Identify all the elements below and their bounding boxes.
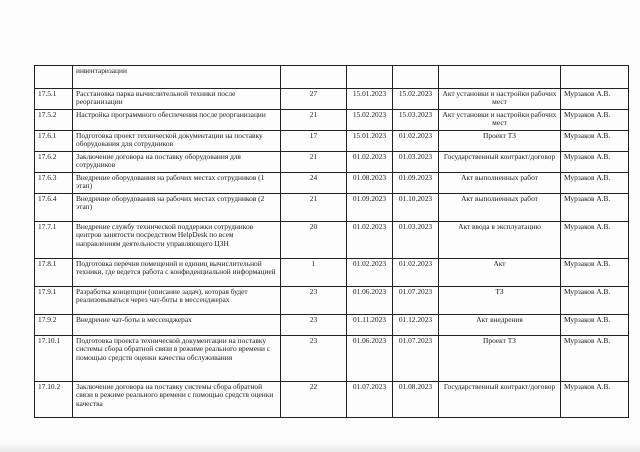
row-number: 17.9.1 [35, 287, 73, 315]
start-date: 01.02.2023 [347, 222, 393, 259]
task-name: инвентаризации [73, 66, 281, 89]
table-row [35, 131, 629, 152]
end-date: 01.02.2023 [393, 259, 439, 287]
end-date: 01.02.2023 [393, 131, 439, 152]
result-document: Проект ТЗ [439, 131, 561, 152]
responsible-person: Мурзаков А.В. [561, 259, 629, 287]
responsible-person: Мурзаков А.В. [561, 222, 629, 259]
task-name: Подготовка перечня помещений и единиц вычислительной техники, где ведется работа с конфиденциальной информацией [73, 259, 281, 287]
plan-table [34, 65, 629, 418]
row-number: 17.6.1 [35, 131, 73, 152]
result-document: Государственный контракт/договор [439, 152, 561, 173]
result-document: Государственный контракт/договор [439, 382, 561, 418]
responsible-person: Мурзаков А.В. [561, 131, 629, 152]
responsible-person: Мурзаков А.В. [561, 89, 629, 110]
row-number: 17.5.2 [35, 110, 73, 131]
task-duration: 23 [281, 315, 347, 336]
row-number: 17.10.2 [35, 382, 73, 418]
end-date: 01.09.2023 [393, 173, 439, 194]
table-row [35, 110, 629, 131]
table-row [35, 194, 629, 222]
task-name: Внедрение службу технической поддержки сотрудников центров занятости посредством HelpDesk по всем направлениям деятельности управляющего ЦЗН [73, 222, 281, 259]
start-date: 01.02.2023 [347, 259, 393, 287]
task-name: Заключение договора на поставку оборудования для сотрудников [73, 152, 281, 173]
result-document: Акт ввода в эксплуатацию [439, 222, 561, 259]
task-name: Настройка программного обеспечения после реорганизации [73, 110, 281, 131]
responsible-person: Мурзаков А.В. [561, 315, 629, 336]
table-row [35, 173, 629, 194]
row-number: 17.6.2 [35, 152, 73, 173]
start-date: 01.06.2023 [347, 336, 393, 382]
table-row [35, 336, 629, 382]
responsible-person: Мурзаков А.В. [561, 336, 629, 382]
table-row [35, 66, 629, 89]
result-document: Акт установки и настройки рабочих мест [439, 89, 561, 110]
row-number: 17.6.3 [35, 173, 73, 194]
table-row [35, 89, 629, 110]
end-date: 01.07.2023 [393, 336, 439, 382]
responsible-person: Мурзаков А.В. [561, 287, 629, 315]
responsible-person: Мурзаков А.В. [561, 110, 629, 131]
end-date: 01.12.2023 [393, 315, 439, 336]
table-row [35, 259, 629, 287]
start-date: 01.06.2023 [347, 287, 393, 315]
result-document: Акт установки и настройки рабочих мест [439, 110, 561, 131]
task-duration: 20 [281, 222, 347, 259]
table-row [35, 222, 629, 259]
task-duration: 21 [281, 152, 347, 173]
task-duration: 23 [281, 287, 347, 315]
row-number: 17.9.2 [35, 315, 73, 336]
task-duration: 23 [281, 336, 347, 382]
start-date: 01.02.2023 [347, 152, 393, 173]
start-date: 15.01.2023 [347, 131, 393, 152]
result-document: Акт внедрения [439, 315, 561, 336]
start-date [347, 66, 393, 89]
start-date: 01.08.2023 [347, 173, 393, 194]
task-name: Расстановка парка вычислительной техники после реорганизации [73, 89, 281, 110]
row-number: 17.10.1 [35, 336, 73, 382]
responsible-person [561, 66, 629, 89]
responsible-person: Мурзаков А.В. [561, 152, 629, 173]
start-date: 01.09.2023 [347, 194, 393, 222]
task-name: Внедрение чат-боты в мессенджерах [73, 315, 281, 336]
plan-table-body [35, 66, 629, 418]
start-date: 01.07.2023 [347, 382, 393, 418]
end-date: 01.03.2023 [393, 222, 439, 259]
task-name: Разработка концепции (описание задач), которая будет реализовываться через чат-боты в мессенджерах [73, 287, 281, 315]
task-name: Заключение договора на поставку системы сбора обратной связи в режиме реального времени с помощью средств оценки качества [73, 382, 281, 418]
table-row [35, 382, 629, 418]
end-date: 01.08.2023 [393, 382, 439, 418]
responsible-person: Мурзаков А.В. [561, 173, 629, 194]
task-duration: 1 [281, 259, 347, 287]
row-number: 17.5.1 [35, 89, 73, 110]
task-duration [281, 66, 347, 89]
task-duration: 27 [281, 89, 347, 110]
result-document: Акт выполненных работ [439, 194, 561, 222]
task-duration: 21 [281, 110, 347, 131]
result-document: Акт [439, 259, 561, 287]
table-row [35, 287, 629, 315]
task-name: Внедрение оборудования на рабочих местах сотрудников (2 этап) [73, 194, 281, 222]
task-duration: 21 [281, 194, 347, 222]
start-date: 15.02.2023 [347, 110, 393, 131]
responsible-person: Мурзаков А.В. [561, 382, 629, 418]
result-document: ТЗ [439, 287, 561, 315]
end-date: 01.07.2023 [393, 287, 439, 315]
result-document [439, 66, 561, 89]
task-duration: 22 [281, 382, 347, 418]
row-number: 17.8.1 [35, 259, 73, 287]
row-number: 17.7.1 [35, 222, 73, 259]
end-date: 01.03.2023 [393, 152, 439, 173]
start-date: 15.01.2023 [347, 89, 393, 110]
result-document: Акт выполненных работ [439, 173, 561, 194]
table-row [35, 152, 629, 173]
task-name: Подготовка проекта технической документации на поставку системы сбора обратной связи в режиме реального времени с помощью средств оценки качества обслуживания [73, 336, 281, 382]
table-row [35, 315, 629, 336]
scan-bottom-edge [0, 442, 640, 452]
task-name: Подготовка проект технической документации на поставку оборудования для сотрудников [73, 131, 281, 152]
end-date: 15.02.2023 [393, 89, 439, 110]
start-date: 01.11.2023 [347, 315, 393, 336]
task-duration: 17 [281, 131, 347, 152]
row-number [35, 66, 73, 89]
row-number: 17.6.4 [35, 194, 73, 222]
end-date: 01.10.2023 [393, 194, 439, 222]
end-date: 15.03.2023 [393, 110, 439, 131]
responsible-person: Мурзаков А.В. [561, 194, 629, 222]
end-date [393, 66, 439, 89]
result-document: Проект ТЗ [439, 336, 561, 382]
task-name: Внедрение оборудования на рабочих местах сотрудников (1 этап) [73, 173, 281, 194]
task-duration: 24 [281, 173, 347, 194]
